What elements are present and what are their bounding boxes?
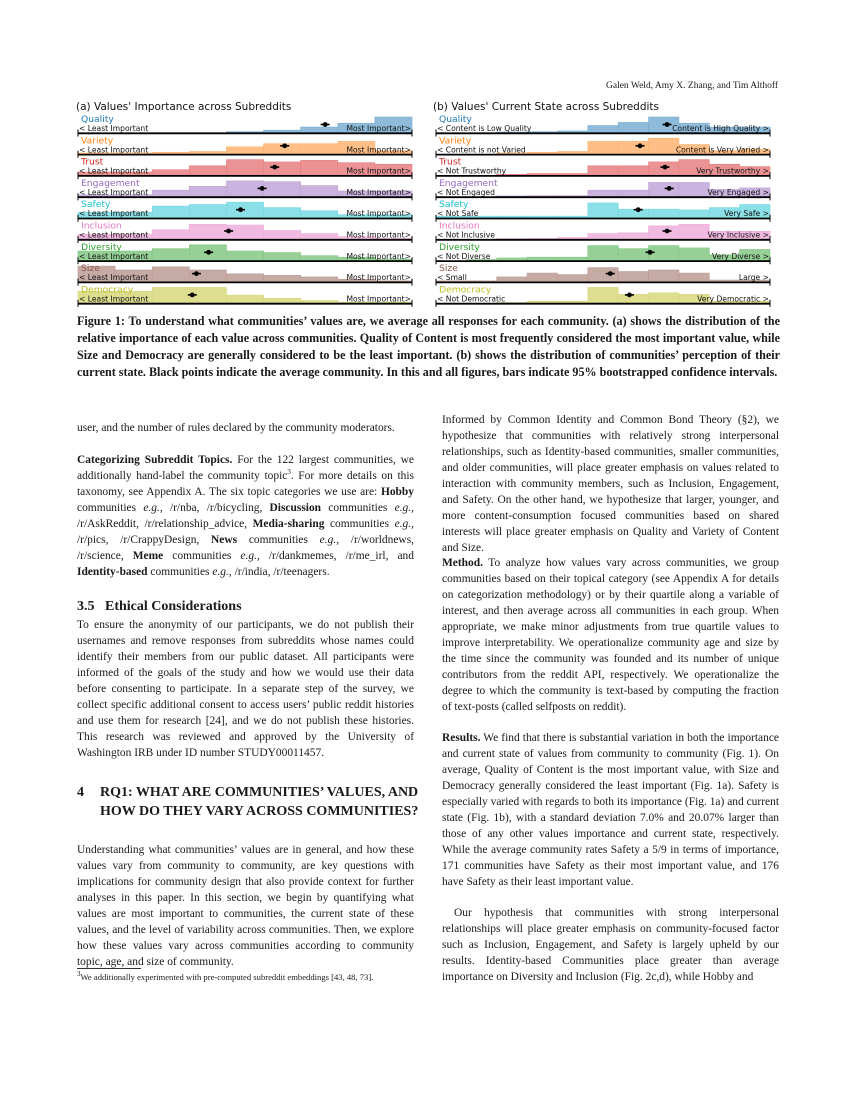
text-run: , /r/nba, /r/bicycling,	[159, 501, 270, 514]
histogram-bar	[709, 280, 739, 282]
histogram-bar	[527, 301, 557, 303]
histogram-bar	[679, 248, 709, 260]
axis-right-label: Very Safe >	[724, 209, 769, 219]
series-name: Inclusion	[81, 220, 122, 232]
histogram-bar	[618, 209, 648, 218]
axis-right-label: Content is High Quality >	[672, 124, 769, 133]
axis-right-label: Most Important>	[346, 124, 411, 133]
section-heading-3-5	[77, 598, 414, 615]
bold-term: Categorizing Subreddit Topics.	[77, 454, 233, 466]
histogram-bar	[588, 234, 618, 239]
text-run: Understanding what communities’ values are in general, and how these values vary from community to community, are key questions with implications for community design that also provide context for further analyses in this paper. In this section, we begin by quantifying what values are most important to communities, the current state of these values, and the level of variability across communities. Then, we explore how these values vary across communities according to community topic, age, and size of community.	[77, 844, 414, 968]
mean-point	[648, 250, 653, 255]
text-run: e.g.	[394, 501, 412, 514]
paragraph	[77, 421, 414, 437]
row-democracy	[436, 284, 770, 307]
axis-left-label: < Least Important	[79, 124, 149, 133]
paragraph-categorizing-topics	[77, 453, 414, 581]
histogram-bar	[527, 152, 557, 154]
histogram-bar	[301, 301, 338, 303]
histogram-bar	[152, 206, 189, 218]
row-engagement	[436, 178, 770, 201]
axis-left-label: < Not Trustworthy	[437, 166, 507, 176]
series-name: Democracy	[81, 284, 134, 296]
histogram-bar	[226, 147, 263, 154]
histogram-bar	[679, 224, 709, 239]
text-run: , /r/dankmemes, /r/me_irl, and	[256, 549, 414, 562]
text-run: To analyze how values vary across communities, we group communities based on their topical category (see Appendix A for details on categorization methodology) or by their quartile along a variable of interest, and then average across all communities in each group. When appropriate, we make minor adjustments from true quartile values to improve interpretability. We operationalize community age and size by the time since the community was founded and its number of unique contributors from the reddit API, respectively. We operationalize the degree to which the community is text-based by computing the fraction of text-posts (called selfposts on reddit).	[442, 557, 779, 713]
text-run: communities	[237, 533, 320, 546]
bold-term: Discussion	[269, 501, 322, 514]
mean-point	[238, 207, 243, 212]
histogram-bar	[264, 130, 301, 132]
histogram-bar	[649, 270, 679, 282]
paragraph-ethics	[77, 618, 414, 762]
paragraph-hypothesis	[442, 413, 779, 557]
series-name: Engagement	[81, 177, 140, 189]
histogram-bar	[226, 295, 263, 303]
histogram-bar	[557, 301, 587, 303]
histogram-bar	[557, 237, 587, 239]
text-run: e.g.	[319, 533, 337, 546]
histogram-bar	[588, 190, 618, 196]
axis-left-label: < Least Important	[79, 273, 149, 283]
mean-point	[282, 143, 287, 148]
histogram-bar	[189, 224, 226, 239]
axis-right-label: Most Important>	[346, 273, 411, 283]
bold-term: Identity-based	[77, 565, 148, 578]
histogram-bar	[588, 246, 618, 261]
axis-left-label: < Least Important	[79, 251, 149, 261]
text-run: e.g.	[394, 517, 412, 530]
axis-left-label: < Not Safe	[437, 209, 479, 219]
text-run: , /r/worldnews, /r/science,	[77, 533, 415, 562]
histogram-bar	[557, 151, 587, 153]
histogram-bar	[301, 186, 338, 197]
paragraph-rq1-intro	[77, 843, 414, 971]
histogram-bar	[152, 190, 189, 196]
mean-point	[608, 271, 613, 276]
text-run: user, and the number of rules declared by the community moderators.	[77, 422, 395, 434]
histogram-bar	[226, 225, 263, 239]
axis-right-label: Most Important>	[346, 166, 411, 176]
histogram-bar	[588, 141, 618, 153]
histogram-bar	[226, 251, 263, 260]
histogram-bar	[649, 138, 679, 154]
histogram-bar	[264, 182, 301, 197]
axis-left-label: < Least Important	[79, 187, 149, 197]
row-quality	[78, 114, 412, 137]
mean-point	[194, 271, 199, 276]
footnote-ref: 3	[287, 468, 291, 477]
text-run: For the 122 largest communities, we additionally hand-label the community topic	[77, 454, 414, 482]
series-name: Variety	[439, 135, 472, 147]
histogram-bar	[152, 287, 189, 303]
row-trust	[78, 157, 412, 180]
histogram-bar	[301, 234, 338, 239]
text-run: To ensure the anonymity of our participants, we do not publish their usernames and remove responses from subreddits whose names could identify their members from our public dataset. All participants were informed of the goals of the study and how we would use their data before consenting to participate. In a separate step of the survey, we collect specific additional consent to access users’ public reddit histories and use them for research [24], and we do not publish these histories. This research was reviewed and approved by the University of Washington IRB under ID number STUDY00011457.	[77, 619, 414, 759]
histogram-bar	[301, 160, 338, 175]
histogram-bar	[618, 166, 648, 175]
footnote	[77, 972, 373, 982]
histogram-bar	[264, 275, 301, 281]
axis-right-label: Most Important>	[346, 145, 411, 155]
row-diversity	[78, 242, 412, 264]
histogram-bar	[189, 151, 226, 153]
axis-left-label: < Content is Low Quality	[437, 124, 532, 133]
histogram-bar	[466, 281, 496, 282]
histogram-bar	[152, 267, 189, 282]
histogram-bar	[618, 249, 648, 261]
series-name: Trust	[439, 156, 462, 168]
histogram-bar	[527, 238, 557, 239]
mean-point	[226, 229, 231, 234]
histogram-bar	[588, 287, 618, 303]
histogram-bar	[301, 127, 338, 132]
section-title: RQ1: WHAT ARE COMMUNITIES’ VALUES, AND HOW DO THEY VARY ACROSS COMMUNITIES?	[100, 785, 419, 819]
row-quality	[436, 114, 770, 137]
series-name: Variety	[81, 135, 114, 147]
text-run: , /r/pics, /r/CrappyDesign,	[77, 517, 414, 546]
paragraph-hypothesis-results	[442, 906, 779, 986]
axis-left-label: < Least Important	[79, 230, 149, 240]
histogram-bar	[264, 230, 301, 239]
axis-left-label: < Not Democratic	[437, 294, 506, 304]
row-inclusion	[78, 221, 412, 244]
histogram-bar	[588, 203, 618, 218]
panel-a-title: (a) Values' Importance across Subreddits	[76, 101, 292, 113]
text-run: We find that there is substantial variation in both the importance and current state of values from community to community (Fig. 1). On average, Quality of Content is the most important value, with Size and Democracy generally considered the least important (Fig. 1a). Safety is especially varied with regards to both its importance (Fig. 1a) and current state (Fig. 1b), with a standard deviation 7.0% and 20.07% larger than those of any other values importance and current state, respectively. While the average community rates Safety a 5/9 in terms of importance, 171 communities have Safety as their most important value, and 176 have Safety as their least important value.	[442, 732, 779, 888]
axis-right-label: Very Engaged >	[707, 187, 769, 197]
histogram-bar	[264, 253, 301, 261]
histogram-bar	[264, 162, 301, 175]
series-name: Engagement	[439, 177, 498, 189]
mean-point	[323, 122, 328, 127]
histogram-bar	[527, 196, 557, 197]
axis-left-label: < Small	[437, 273, 467, 283]
chart-importance	[74, 114, 416, 308]
text-run: communities	[163, 549, 241, 562]
histogram-bar	[557, 275, 587, 282]
mean-point	[260, 186, 265, 191]
histogram-bar	[649, 226, 679, 239]
text-run: Informed by Common Identity and Common Bond Theory (§2), we hypothesize that communities with relatively strong interpersonal relationships, such as Identity-based communities, smaller communities, and older communities, will place greater emphasis on values related to interaction with community members, such as Inclusion, Engagement, and Safety. On the other hand, we hypothesize that larger, younger, and more content-consumption focused communities based on shared interests will place greater emphasis on Quality and Variety of Content and Size.	[442, 414, 779, 554]
mean-point	[665, 229, 670, 234]
axis-right-label: Large >	[738, 273, 769, 283]
text-run: communities	[321, 501, 395, 514]
row-variety	[78, 135, 412, 158]
histogram-bar	[527, 216, 557, 218]
histogram-bar	[301, 256, 338, 261]
mean-point	[206, 250, 211, 255]
series-name: Diversity	[439, 241, 480, 253]
row-safety	[78, 199, 412, 222]
footnote-rule	[77, 968, 141, 969]
axis-right-label: Very Diverse >	[712, 251, 769, 261]
histogram-bar	[557, 196, 587, 197]
histogram-bar	[588, 126, 618, 133]
axis-right-label: Most Important>	[346, 209, 411, 219]
histogram-bar	[152, 152, 189, 154]
axis-right-label: Most Important>	[346, 230, 411, 240]
text-run: e.g.	[240, 549, 257, 562]
histogram-bar	[618, 190, 648, 196]
series-name: Diversity	[81, 241, 122, 253]
chart-current-state	[432, 114, 776, 308]
histogram-bar	[301, 277, 338, 282]
text-run: Our hypothesis that communities with strong interpersonal relationships will place greater emphasis on community-focused factor such as Inclusion, Engagement, and Safety is largely upheld by our results. Identity-based Communities place greater than average importance on Diversity and Inclusion (Fig. 2c,d), while Hobby and	[442, 907, 779, 983]
histogram-bar	[588, 166, 618, 175]
axis-left-label: < Content is not Varied	[437, 145, 526, 155]
row-variety	[436, 135, 770, 158]
histogram-bar	[189, 166, 226, 175]
histogram-bar	[527, 257, 557, 260]
mean-point	[665, 122, 670, 127]
text-run: communities	[147, 565, 213, 578]
histogram-bar	[497, 258, 527, 260]
series-name: Size	[439, 263, 458, 275]
running-head: Galen Weld, Amy X. Zhang, and Tim Althoff	[606, 81, 778, 91]
histogram-bar	[679, 182, 709, 196]
histogram-bar	[497, 277, 527, 282]
histogram-bar	[264, 298, 301, 303]
histogram-bar	[497, 216, 527, 218]
text-run: communities	[324, 517, 395, 530]
section-title: Ethical Considerations	[105, 599, 242, 614]
histogram-bar	[226, 160, 263, 176]
section-heading-4	[77, 784, 430, 821]
text-run: e.g.	[212, 565, 229, 578]
bold-term: Media-sharing	[252, 517, 325, 530]
histogram-bar	[618, 233, 648, 239]
axis-right-label: Very Democratic >	[697, 294, 769, 304]
histogram-bar	[189, 205, 226, 218]
histogram-bar	[226, 274, 263, 282]
axis-left-label: < Not Engaged	[437, 187, 495, 197]
row-engagement	[78, 178, 412, 201]
histogram-bar	[527, 273, 557, 282]
histogram-bar	[557, 174, 587, 176]
axis-left-label: < Least Important	[79, 209, 149, 219]
series-name: Trust	[81, 156, 104, 168]
series-name: Safety	[439, 199, 469, 211]
histogram-bar	[618, 272, 648, 282]
histogram-bar	[649, 293, 679, 303]
paragraph-results	[442, 731, 779, 891]
histogram-bar	[649, 182, 679, 196]
axis-right-label: Very Inclusive >	[707, 230, 769, 240]
histogram-bar	[152, 170, 189, 175]
bold-term: Results.	[442, 732, 481, 744]
histogram-bar	[679, 273, 709, 282]
histogram-bar	[152, 230, 189, 239]
bold-term: Method.	[442, 557, 483, 569]
bold-term: Meme	[132, 549, 164, 562]
histogram-bar	[557, 257, 587, 260]
mean-point	[636, 207, 641, 212]
histogram-bar	[649, 209, 679, 218]
histogram-bar	[679, 210, 709, 218]
text-run: communities	[77, 501, 144, 514]
histogram-bar	[226, 132, 263, 133]
series-name: Inclusion	[439, 220, 480, 232]
axis-left-label: < Least Important	[79, 145, 149, 155]
histogram-bar	[588, 268, 618, 282]
mean-point	[638, 143, 643, 148]
axis-left-label: < Least Important	[79, 166, 149, 176]
paragraph-method	[442, 556, 779, 716]
text-run: , /r/AskReddit, /r/relationship_advice,	[77, 501, 414, 530]
row-safety	[436, 199, 770, 222]
mean-point	[272, 165, 277, 170]
mean-point	[627, 293, 632, 298]
mean-point	[663, 165, 668, 170]
histogram-bar	[152, 249, 189, 261]
text-run: e.g.	[143, 501, 160, 514]
panel-b-title: (b) Values' Current State across Subreddits	[433, 101, 659, 113]
bold-term: News	[211, 533, 238, 546]
text-run: . For more details on this taxonomy, see Appendix A. The six topic categories we use are:	[77, 469, 414, 498]
series-name: Safety	[81, 199, 111, 211]
histogram-bar	[618, 141, 648, 153]
text-run: , /r/india, /r/teenagers.	[228, 565, 330, 578]
histogram-bar	[527, 132, 557, 133]
bold-term: Hobby	[380, 485, 414, 498]
series-name: Size	[81, 263, 100, 275]
row-diversity	[436, 242, 770, 264]
section-number: 4	[77, 785, 84, 800]
axis-right-label: Content is Very Varied >	[675, 145, 769, 155]
histogram-bar	[189, 186, 226, 196]
row-democracy	[78, 284, 412, 307]
section-number: 3.5	[77, 599, 95, 614]
footnote-mark: 3	[77, 970, 81, 979]
histogram-bar	[557, 216, 587, 218]
axis-left-label: < Not Diverse	[437, 251, 491, 261]
axis-right-label: Most Important>	[346, 187, 411, 197]
axis-left-label: < Not Inclusive	[437, 230, 495, 240]
histogram-bar	[264, 208, 301, 218]
series-name: Quality	[81, 114, 114, 125]
row-size	[78, 263, 412, 286]
figure-caption: Figure 1: To understand what communities’ values are, we average all responses for each community. (a) shows the distribution of the relative importance of each value across communities. Quality of Content is most frequently considered the most important value, while Size and Democracy are generally considered to be the least important. (b) shows the distribution of communities’ perception of their current state. Black points indicate the average community. In this and all figures, bars indicate 95% bootstrapped confidence intervals.	[77, 314, 780, 379]
series-name: Democracy	[439, 284, 492, 296]
mean-point	[190, 293, 195, 298]
mean-point	[667, 186, 672, 191]
histogram-bar	[618, 122, 648, 132]
row-size	[436, 263, 770, 286]
series-name: Quality	[439, 114, 472, 125]
footnote-text: We additionally experimented with pre-computed subreddit embeddings [43, 48, 73].	[80, 972, 374, 982]
row-inclusion	[436, 221, 770, 244]
axis-right-label: Most Important>	[346, 251, 411, 261]
histogram-bar	[301, 211, 338, 218]
histogram-bar	[557, 131, 587, 133]
histogram-bar	[301, 144, 338, 154]
axis-left-label: < Least Important	[79, 294, 149, 304]
axis-right-label: Most Important>	[346, 294, 411, 304]
axis-right-label: Very Trustworthy >	[696, 166, 769, 176]
histogram-bar	[527, 174, 557, 176]
row-trust	[436, 157, 770, 180]
